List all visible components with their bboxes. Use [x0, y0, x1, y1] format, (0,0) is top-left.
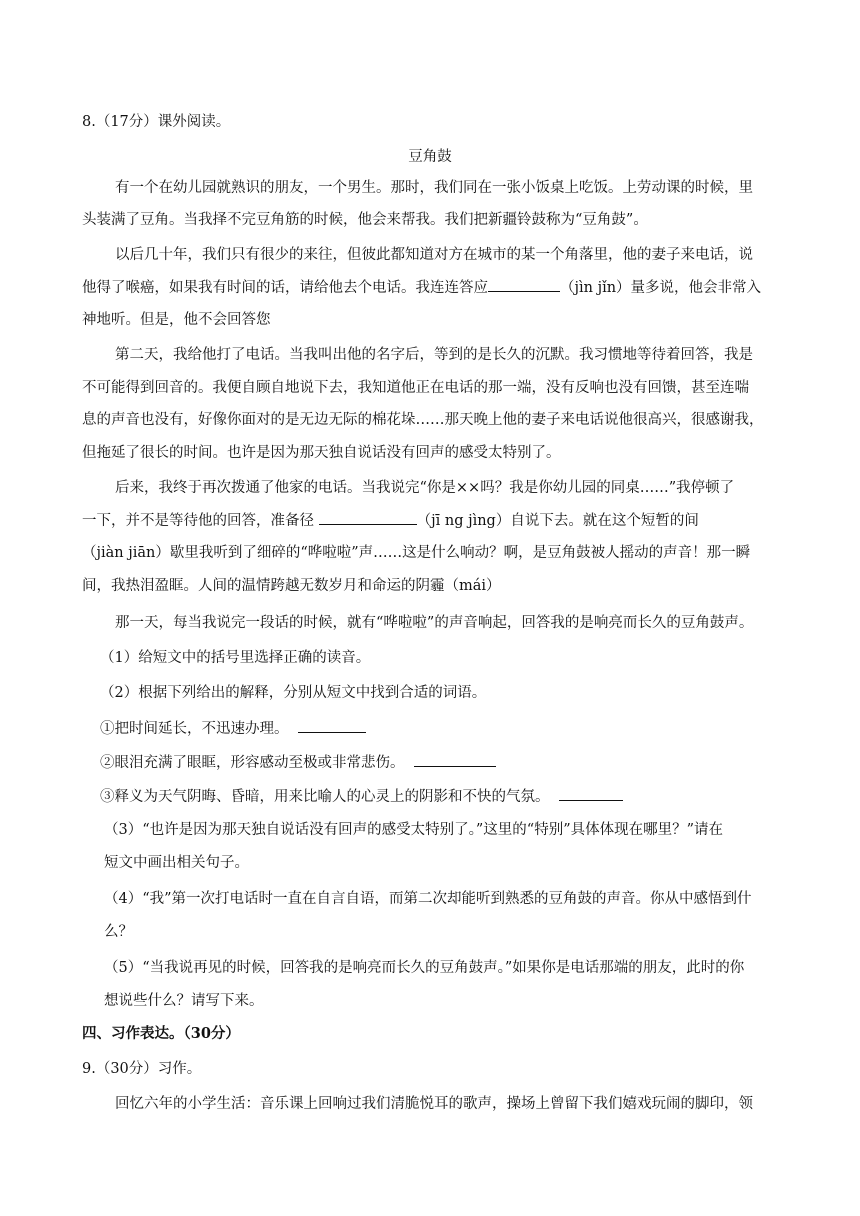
subquestion-2c-text: ③释义为天气阴晦、昏暗，用来比喻人的心灵上的阴影和不快的气氛。	[100, 789, 550, 805]
passage-p4-line2	[82, 510, 782, 531]
passage-p4-line2-text-a: 一下，并不是等待他的回答，准备径	[82, 513, 314, 529]
passage-p4-line1: 后来，我终于再次拨通了他家的电话。当我说完“你是××吗？我是你幼儿园的同桌……”我停顿了	[115, 480, 735, 496]
passage-p2-line3: 神地听。但是，他不会回答您	[82, 312, 271, 328]
answer-blank-2c[interactable]	[559, 786, 623, 801]
passage-p4-line4: 间，我热泪盈眶。人间的温情跨越无数岁月和命运的阴霾（mái）	[82, 578, 501, 594]
passage-p1-line2: 头装满了豆角。当我择不完豆角筋的时候，他会来帮我。我们把新疆铃鼓称为“豆角鼓”。	[82, 212, 648, 228]
subquestion-5-line1: （5）“当我说再见的时候，回答我的是响亮而长久的豆角鼓声。”如果你是电话那端的朋友，此时的你	[104, 960, 745, 976]
passage-p2-line2-text-a: 他得了喉癌，如果我有时间的话，请给他去个电话。我连连答应	[82, 280, 488, 296]
passage-title: 豆角鼓	[408, 149, 452, 165]
question-9-header: 9.（30分）习作。	[82, 1061, 202, 1077]
section-4-heading: 四、习作表达。（30分）	[82, 1025, 240, 1042]
subquestion-4-line1: （4）“我”第一次打电话时一直在自言自语，而第二次却能听到熟悉的豆角鼓的声音。你从中感悟到什	[104, 891, 752, 907]
answer-blank-2a[interactable]	[298, 718, 366, 733]
subquestion-1: （1）给短文中的括号里选择正确的读音。	[100, 650, 371, 666]
subquestion-5-line2: 想说些什么？请写下来。	[104, 993, 264, 1009]
passage-p2-line2	[82, 277, 782, 298]
subquestion-2b-text: ②眼泪充满了眼眶，形容感动至极或非常悲伤。	[100, 755, 405, 771]
question-8-header: 8.（17分）课外阅读。	[82, 114, 231, 130]
passage-p2-line2-text-b: （jìn jǐn）量多说，他会非常入	[560, 280, 762, 296]
passage-p3-line3: 息的声音也没有，好像你面对的是无边无际的棉花垛……那天晚上他的妻子来电话说他很高兴，很感谢我，	[82, 412, 764, 428]
subquestion-2a	[100, 718, 800, 739]
subquestion-2c	[100, 786, 800, 807]
answer-blank-2b[interactable]	[414, 752, 496, 767]
passage-p3-line1: 第二天，我给他打了电话。当我叫出他的名字后，等到的是长久的沉默。我习惯地等待着回答，我是	[115, 347, 753, 363]
passage-p4-line2-text-b: （jī ng jìng）自说下去。就在这个短暂的间	[416, 513, 699, 529]
answer-blank-jinjin[interactable]	[488, 277, 560, 292]
passage-p5-line1: 那一天，每当我说完一段话的时候，就有“哗啦啦”的声音响起，回答我的是响亮而长久的豆角鼓声。	[115, 615, 754, 631]
question-9-line1: 回忆六年的小学生活：音乐课上回响过我们清脆悦耳的歌声，操场上曾留下我们嬉戏玩闹的脚印，领	[115, 1096, 753, 1112]
passage-p3-line2: 不可能得到回音的。我便自顾自地说下去，我知道他正在电话的那一端，没有反响也没有回馈，甚至连喘	[82, 380, 749, 396]
subquestion-2a-text: ①把时间延长，不迅速办理。	[100, 721, 289, 737]
passage-p1-line1: 有一个在幼儿园就熟识的朋友，一个男生。那时，我们同在一张小饭桌上吃饭。上劳动课的时候，里	[115, 180, 753, 196]
subquestion-4-line2: 么？	[104, 924, 133, 940]
subquestion-3-line1: （3）“也许是因为那天独自说话没有回声的感受太特别了。”这里的“特别”具体体现在哪里？”请在	[104, 822, 724, 838]
passage-p3-line4: 但拖延了很长的时间。也许是因为那天独自说话没有回声的感受太特别了。	[82, 445, 561, 461]
answer-blank-jingjing[interactable]	[319, 510, 417, 525]
subquestion-2: （2）根据下列给出的解释，分别从短文中找到合适的词语。	[100, 685, 487, 701]
passage-p2-line1: 以后几十年，我们只有很少的来往，但彼此都知道对方在城市的某一个角落里，他的妻子来电话，说	[115, 247, 753, 263]
subquestion-3-line2: 短文中画出相关句子。	[104, 855, 249, 871]
passage-p4-line3: （jiàn jiān）歇里我听到了细碎的“哗啦啦”声……这是什么响动？啊，是豆角鼓被人摇动的声音！那一瞬	[82, 545, 751, 561]
subquestion-2b	[100, 752, 800, 773]
